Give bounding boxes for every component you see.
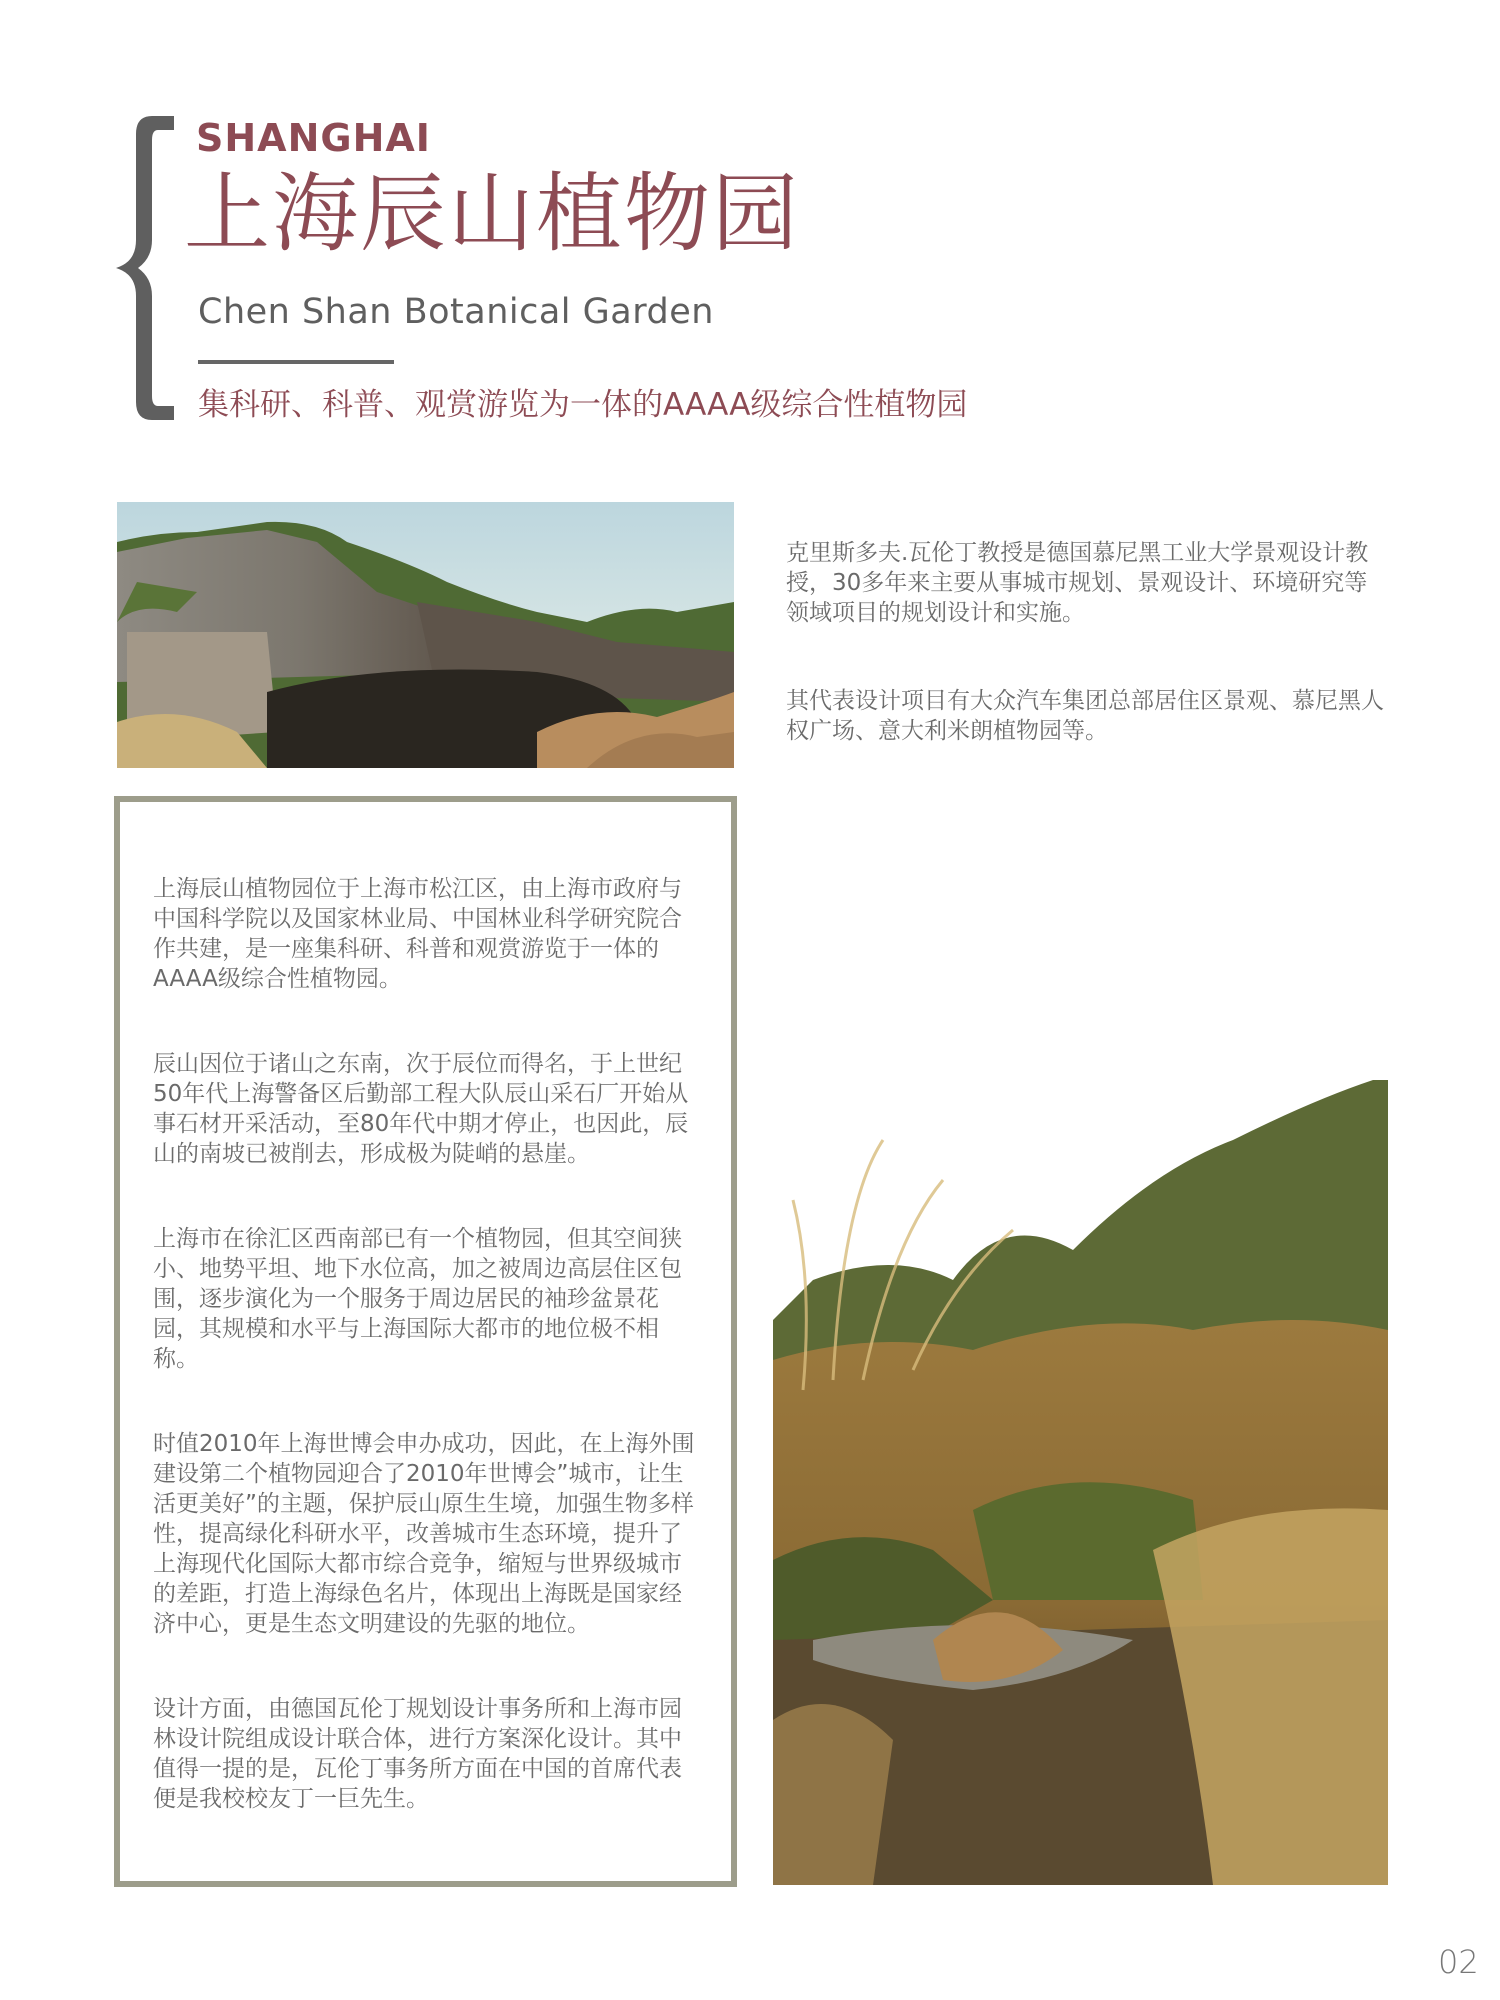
body-paragraph: 上海市在徐汇区西南部已有一个植物园，但其空间狭小、地势平坦、地下水位高，加之被周边高层住区包围，逐步演化为一个服务于周边居民的袖珍盆景花园，其规模和水平与上海国际大都市的地位极不相称。 <box>153 1226 682 1372</box>
tagline: 集科研、科普、观赏游览为一体的AAAA级综合性植物园 <box>198 387 968 423</box>
intro-paragraph: 其代表设计项目有大众汽车集团总部居住区景观、慕尼黑人权广场、意大利米朗植物园等。 <box>786 688 1384 744</box>
body-paragraph: 上海辰山植物园位于上海市松江区，由上海市政府与中国科学院以及国家林业局、中国林业科学研究院合作共建，是一座集科研、科普和观赏游览于一体的AAAA级综合性植物园。 <box>153 876 682 992</box>
title-divider <box>198 360 394 364</box>
page-title: 上海辰山植物园 <box>184 164 800 264</box>
body-paragraph: 辰山因位于诸山之东南，次于辰位而得名，于上世纪50年代上海警备区后勤部工程大队辰山采石厂开始从事石材开采活动，至80年代中期才停止，也因此，辰山的南坡已被削去，形成极为陡峭的悬崖。 <box>153 1051 689 1167</box>
ornamental-grasses-photo <box>773 1080 1388 1885</box>
designer-intro <box>786 538 1386 804</box>
body-paragraph: 时值2010年上海世博会申办成功，因此，在上海外围建设第二个植物园迎合了2010年世博会”城市，让生活更美好”的主题，保护辰山原生生境，加强生物多样性，提高绿化科研水平，改善城市生态环境，提升了上海现代化国际大都市综合竞争，缩短与世界级城市的差距，打造上海绿色名片，体现出上海既是国家经济中心，更是生态文明建设的先驱的地位。 <box>153 1431 695 1637</box>
body-text <box>153 874 703 1869</box>
body-text-frame <box>114 796 737 1887</box>
quarry-lake-photo <box>117 502 734 768</box>
english-title: Chen Shan Botanical Garden <box>198 292 714 332</box>
kicker-label: SHANGHAI <box>196 116 431 160</box>
curly-brace-decoration <box>112 112 182 424</box>
intro-paragraph: 克里斯多夫.瓦伦丁教授是德国慕尼黑工业大学景观设计教授，30多年来主要从事城市规划、景观设计、环境研究等领域项目的规划设计和实施。 <box>786 540 1369 626</box>
body-paragraph: 设计方面，由德国瓦伦丁规划设计事务所和上海市园林设计院组成设计联合体，进行方案深化设计。其中值得一提的是，瓦伦丁事务所方面在中国的首席代表便是我校校友丁一巨先生。 <box>153 1696 682 1812</box>
page-number: 02 <box>1438 1943 1479 1981</box>
